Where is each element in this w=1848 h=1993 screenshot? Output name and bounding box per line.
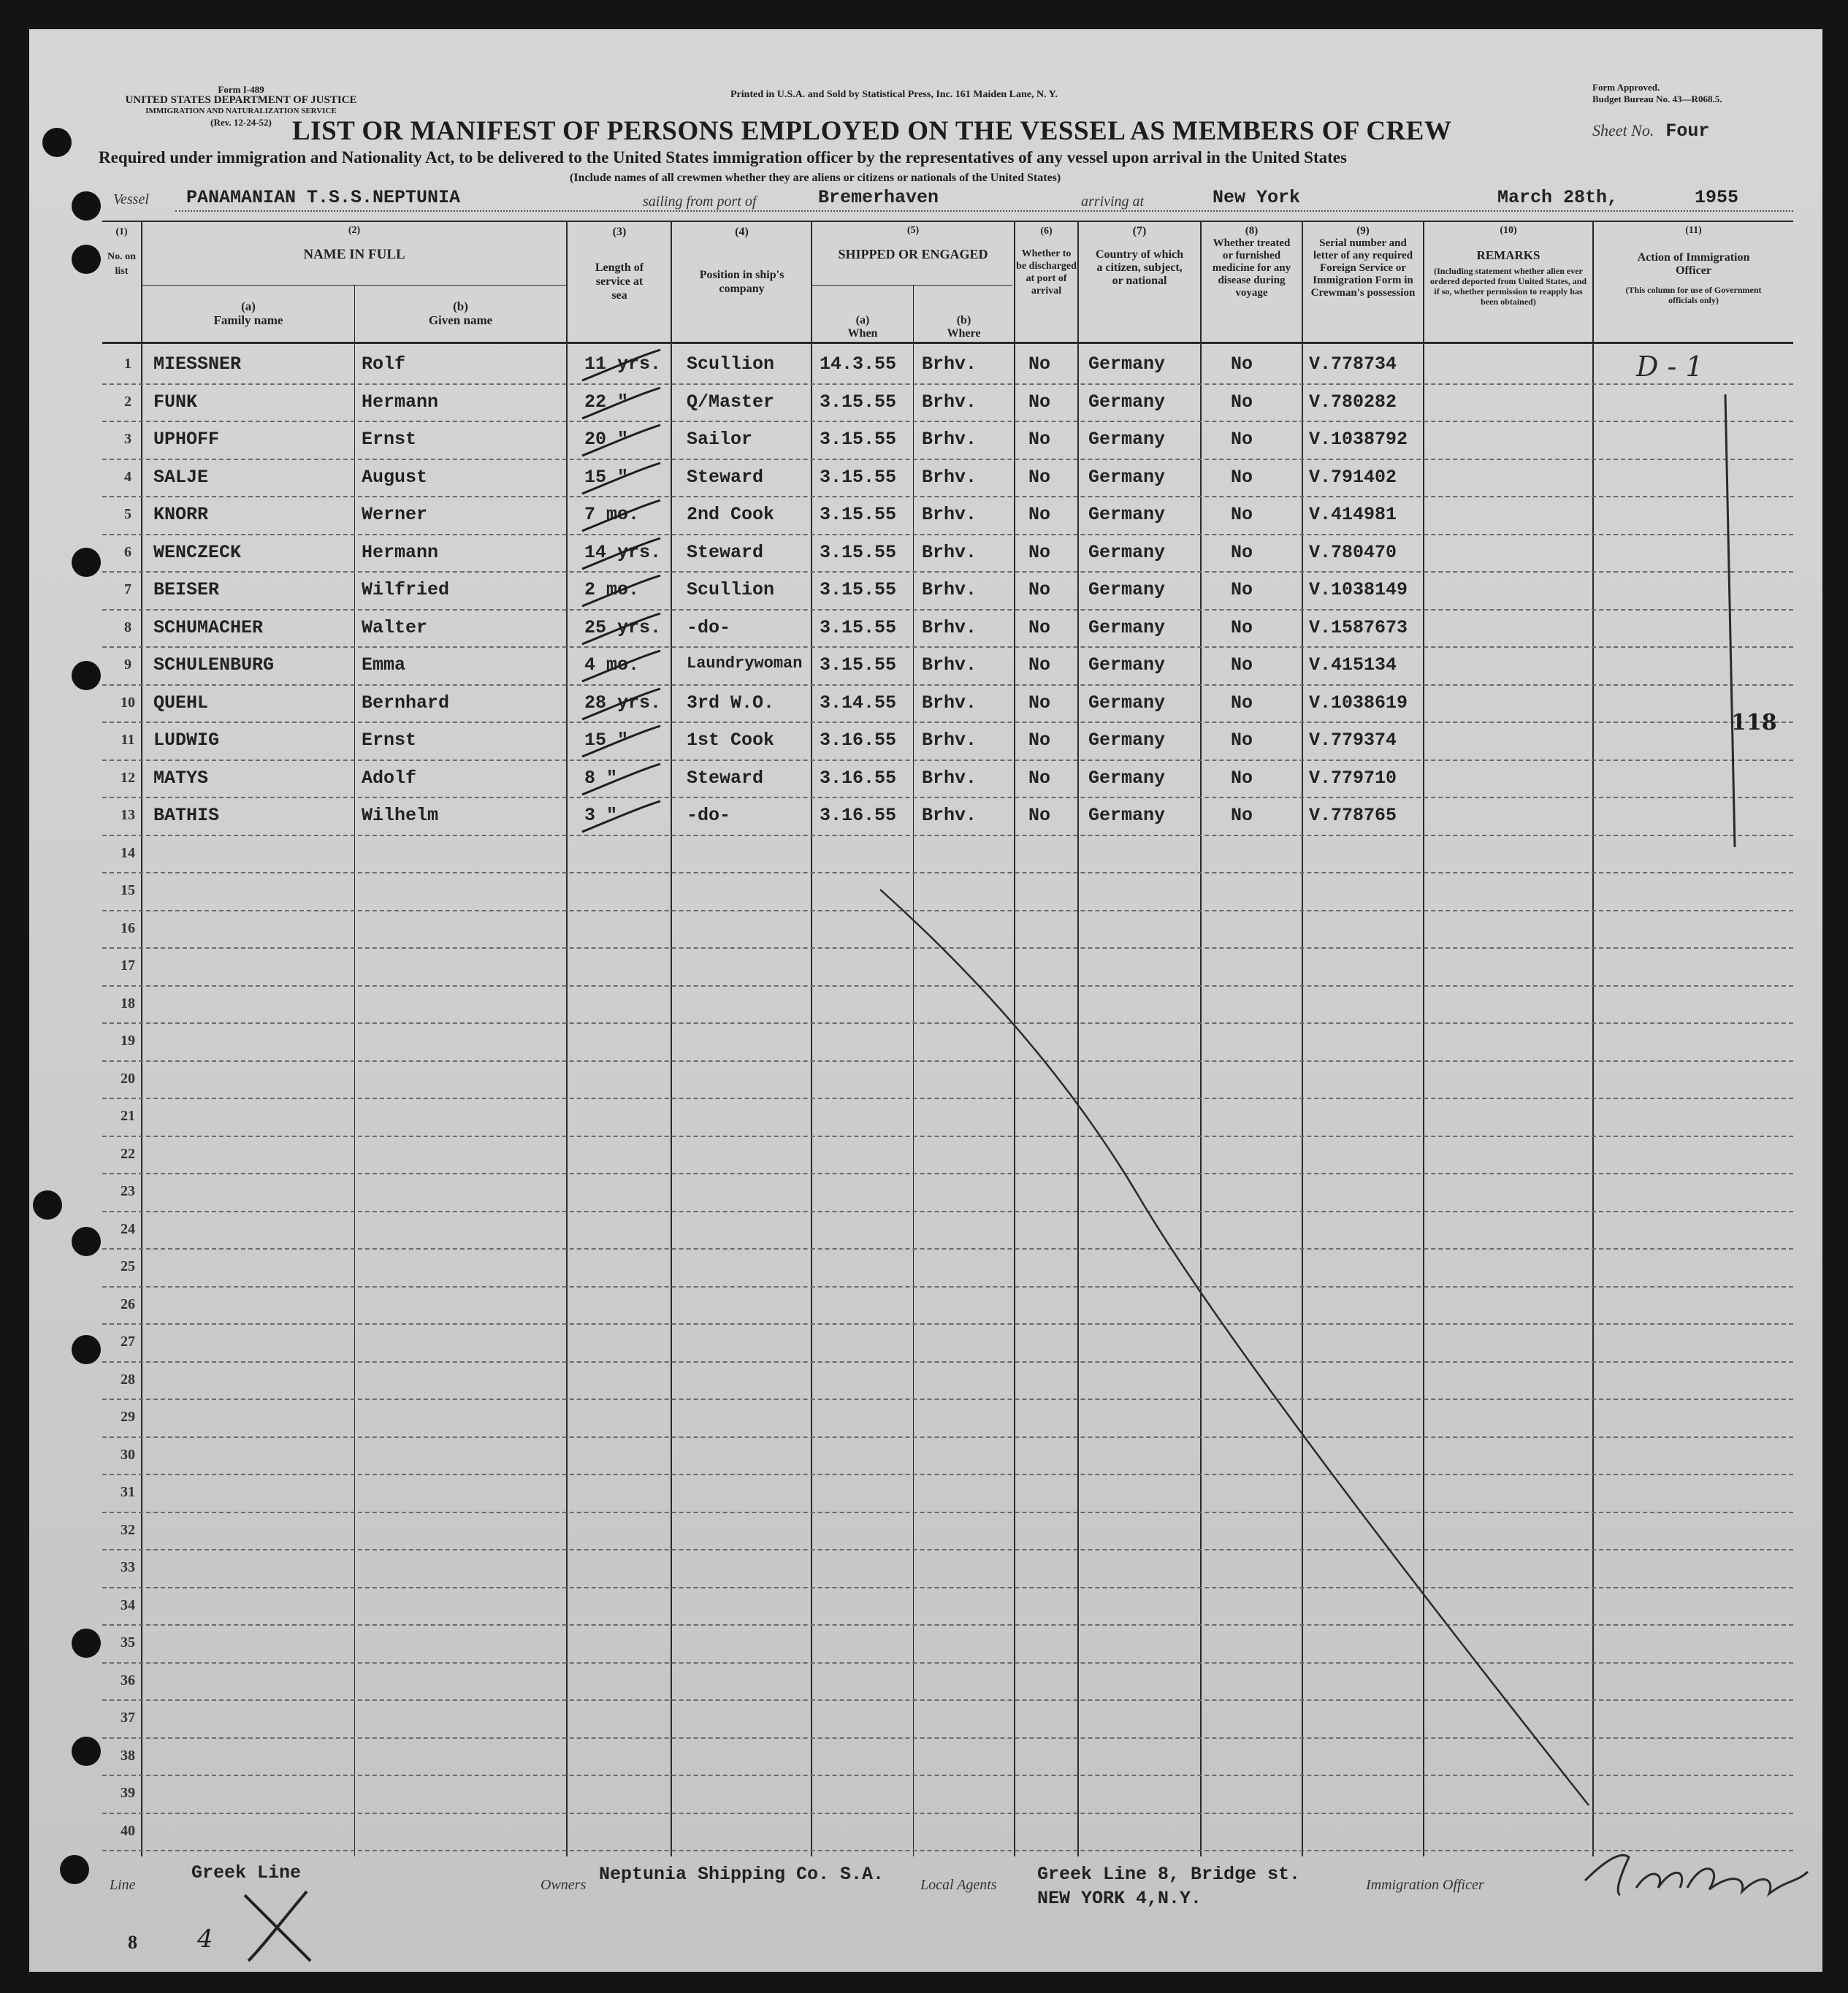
cell-position: Laundrywoman (687, 654, 803, 673)
col-discharge-label: Whether to be discharged at port of arrival (1016, 248, 1077, 297)
cell-given: Wilfried (362, 579, 450, 600)
cell-given: Adolf (362, 767, 417, 789)
row-number: 4 (124, 468, 131, 485)
row-number: 19 (121, 1033, 135, 1049)
cell-position: Steward (687, 541, 764, 563)
budget-bureau: Budget Bureau No. 43—R068.5. (1592, 93, 1722, 104)
cell-family: FUNK (153, 391, 198, 413)
cell-given: Hermann (362, 391, 439, 413)
row-number: 37 (121, 1710, 135, 1726)
cell-given: Ernst (362, 429, 417, 450)
row-number: 1 (124, 356, 131, 372)
arrival-date: March 28th, (1497, 187, 1619, 208)
cell-serial: V.779374 (1309, 730, 1397, 751)
footer-line-label: Line (110, 1877, 136, 1893)
cell-when: 3.15.55 (820, 616, 897, 638)
cell-service: 20 " (584, 429, 629, 450)
cell-family: BATHIS (153, 805, 220, 826)
row-number: 26 (121, 1296, 135, 1312)
col-remarks-label: REMARKS (1476, 248, 1540, 262)
cell-serial: V.1587673 (1309, 616, 1408, 638)
cell-family: MIESSNER (153, 353, 242, 375)
cell-position: -do- (687, 805, 731, 826)
revision: (Rev. 12-24-52) (210, 117, 272, 128)
cell-discharged: No (1028, 692, 1051, 714)
department: UNITED STATES DEPARTMENT OF JUSTICE (125, 94, 357, 106)
row-number: 23 (121, 1183, 135, 1199)
row-number: 11 (121, 732, 135, 748)
cell-given: Ernst (362, 730, 417, 751)
cell-when: 3.15.55 (820, 429, 897, 450)
form-approved: Form Approved. (1592, 82, 1660, 93)
cell-position: Q/Master (687, 391, 775, 413)
cell-service: 22 " (584, 391, 629, 413)
cell-treated: No (1231, 579, 1253, 600)
cell-when: 14.3.55 (820, 353, 897, 375)
col-treated-label: Whether treated or furnished medicine for any disease during voyage (1212, 237, 1291, 299)
row-number: 10 (121, 694, 135, 711)
col-remarks-note: (Including statement whether alien ever ordered deported from United States, and if so, whether permission to reapply has been obtained) (1429, 266, 1587, 307)
cell-position: Sailor (687, 429, 753, 450)
sailing-label: sailing from port of (643, 194, 757, 210)
cell-country: Germany (1088, 504, 1166, 525)
cell-family: SALJE (153, 466, 209, 488)
row-number: 3 (124, 431, 131, 447)
row-number: 28 (121, 1371, 135, 1388)
cell-where: Brhv. (922, 767, 977, 789)
row-number: 17 (121, 957, 135, 973)
cell-country: Germany (1088, 616, 1166, 638)
row-number: 38 (121, 1747, 135, 1764)
cell-given: Werner (362, 504, 428, 525)
cell-where: Brhv. (922, 579, 977, 600)
cell-family: WENCZECK (153, 541, 242, 563)
cell-treated: No (1231, 504, 1253, 525)
cell-serial: V.778734 (1309, 353, 1397, 375)
cell-discharged: No (1028, 391, 1051, 413)
row-number: 35 (121, 1634, 135, 1650)
cell-where: Brhv. (922, 466, 977, 488)
cell-given: August (362, 466, 428, 488)
cell-country: Germany (1088, 730, 1166, 751)
manifest-sheet (29, 29, 1822, 1972)
row-number: 36 (121, 1672, 135, 1688)
row-number: 15 (121, 882, 135, 898)
cell-service: 15 " (584, 466, 629, 488)
col-when-num: (a) (855, 314, 870, 326)
diagonal-strike (29, 29, 1822, 1972)
cell-discharged: No (1028, 616, 1051, 638)
form-note: (Include names of all crewmen whether they are aliens or citizens or nationals of the United States) (570, 172, 1061, 184)
col-shipped-num: (5) (906, 225, 920, 236)
cell-discharged: No (1028, 429, 1051, 450)
cell-country: Germany (1088, 391, 1166, 413)
annotation-d1: D - 1 (1636, 351, 1703, 383)
cell-country: Germany (1088, 579, 1166, 600)
cell-discharged: No (1028, 353, 1051, 375)
cell-treated: No (1231, 767, 1253, 789)
cell-serial: V.779710 (1309, 767, 1397, 789)
footer-x-mark (234, 1888, 321, 1968)
arriving-label: arriving at (1081, 194, 1145, 210)
col-country-num: (7) (1132, 225, 1147, 237)
row-number: 24 (121, 1220, 135, 1237)
cell-where: Brhv. (922, 353, 977, 375)
cell-country: Germany (1088, 654, 1166, 676)
annotation-count: 118 (1731, 710, 1777, 735)
col-no-label: No. on list (107, 251, 136, 277)
cell-when: 3.15.55 (820, 466, 897, 488)
cell-given: Emma (362, 654, 406, 676)
cell-service: 3 " (584, 805, 618, 826)
cell-where: Brhv. (922, 541, 977, 563)
form-subtitle: Required under immigration and Nationality Act, to be delivered to the United States immigration officer by the representatives of any vessel upon arrival in the United States (99, 148, 1347, 167)
col-position-label: Position in ship's company (699, 269, 784, 295)
col-given-num: (b) (453, 299, 468, 313)
cell-given: Walter (362, 616, 428, 638)
col-given-label: Given name (428, 313, 493, 327)
cell-serial: V.780470 (1309, 541, 1397, 563)
service: IMMIGRATION AND NATURALIZATION SERVICE (145, 107, 337, 115)
row-number: 13 (121, 807, 135, 823)
col-where-label: Where (947, 327, 981, 340)
footer-mark-2: 4 (197, 1924, 213, 1954)
cell-position: -do- (687, 616, 731, 638)
row-number: 25 (121, 1258, 135, 1274)
cell-treated: No (1231, 466, 1253, 488)
cell-serial: V.778765 (1309, 805, 1397, 826)
cell-serial: V.791402 (1309, 466, 1397, 488)
row-number: 9 (124, 657, 131, 673)
cell-where: Brhv. (922, 692, 977, 714)
col-action-label: Action of Immigration Officer (1637, 251, 1750, 277)
sailing-port: Bremerhaven (818, 187, 939, 208)
cell-where: Brhv. (922, 391, 977, 413)
footer-agents-value: Greek Line 8, Bridge st. (1037, 1864, 1301, 1885)
cell-discharged: No (1028, 730, 1051, 751)
cell-service: 2 mo. (584, 579, 640, 600)
row-number: 39 (121, 1785, 135, 1801)
cell-family: QUEHL (153, 692, 209, 714)
row-number: 6 (124, 543, 131, 560)
cell-when: 3.16.55 (820, 730, 897, 751)
col-family-label: Family name (213, 313, 283, 327)
cell-service: 15 " (584, 730, 629, 751)
row-number: 30 (121, 1446, 135, 1463)
cell-given: Wilhelm (362, 805, 439, 826)
col-action-note: (This column for use of Government officials only) (1625, 285, 1762, 305)
cell-when: 3.15.55 (820, 391, 897, 413)
col-country-label: Country of which a citizen, subject, or national (1096, 248, 1184, 287)
cell-when: 3.14.55 (820, 692, 897, 714)
cell-where: Brhv. (922, 504, 977, 525)
col-action-num: (11) (1685, 225, 1702, 236)
printer-note: Printed in U.S.A. and Sold by Statistical Press, Inc. 161 Maiden Lane, N. Y. (730, 89, 1058, 100)
cell-treated: No (1231, 730, 1253, 751)
cell-position: Steward (687, 767, 764, 789)
cell-discharged: No (1028, 805, 1051, 826)
cell-when: 3.16.55 (820, 767, 897, 789)
cell-family: SCHUMACHER (153, 616, 264, 638)
cell-family: UPHOFF (153, 429, 220, 450)
cell-service: 11 yrs. (584, 353, 662, 375)
cell-where: Brhv. (922, 654, 977, 676)
cell-country: Germany (1088, 541, 1166, 563)
row-number: 34 (121, 1596, 135, 1613)
form-title: LIST OR MANIFEST OF PERSONS EMPLOYED ON THE VESSEL AS MEMBERS OF CREW (292, 116, 1452, 146)
cell-treated: No (1231, 805, 1253, 826)
row-number: 18 (121, 995, 135, 1011)
footer-mark-1: 8 (128, 1932, 137, 1953)
row-number: 8 (124, 619, 131, 635)
col-serial-num: (9) (1356, 225, 1370, 237)
cell-serial: V.415134 (1309, 654, 1397, 676)
cell-treated: No (1231, 353, 1253, 375)
cell-treated: No (1231, 654, 1253, 676)
footer-agents-label: Local Agents (920, 1877, 997, 1893)
cell-family: SCHULENBURG (153, 654, 275, 676)
row-number: 31 (121, 1484, 135, 1500)
form-number: Form I-489 (218, 84, 264, 95)
cell-position: Steward (687, 466, 764, 488)
cell-country: Germany (1088, 767, 1166, 789)
col-position-num: (4) (735, 226, 749, 238)
cell-service: 4 mo. (584, 654, 640, 676)
col-no-num: (1) (115, 226, 128, 237)
row-number: 16 (121, 919, 135, 936)
col-name-label: NAME IN FULL (303, 247, 405, 262)
footer-owners-value: Neptunia Shipping Co. S.A. (599, 1864, 885, 1885)
cell-family: BEISER (153, 579, 220, 600)
row-number: 7 (124, 581, 131, 597)
cell-where: Brhv. (922, 429, 977, 450)
cell-serial: V.780282 (1309, 391, 1397, 413)
cell-service: 8 " (584, 767, 618, 789)
cell-given: Bernhard (362, 692, 450, 714)
cell-position: 2nd Cook (687, 504, 775, 525)
cell-treated: No (1231, 429, 1253, 450)
row-number: 5 (124, 506, 131, 522)
cell-family: KNORR (153, 504, 209, 525)
cell-where: Brhv. (922, 616, 977, 638)
row-number: 2 (124, 393, 131, 410)
cell-treated: No (1231, 541, 1253, 563)
cell-when: 3.15.55 (820, 504, 897, 525)
cell-country: Germany (1088, 353, 1166, 375)
row-number: 33 (121, 1559, 135, 1575)
cell-country: Germany (1088, 466, 1166, 488)
cell-position: Scullion (687, 353, 775, 375)
row-number: 29 (121, 1409, 135, 1425)
cell-country: Germany (1088, 805, 1166, 826)
cell-service: 28 yrs. (584, 692, 662, 714)
footer-line-value: Greek Line (191, 1862, 302, 1883)
row-number: 12 (121, 769, 135, 786)
col-treated-num: (8) (1245, 225, 1259, 237)
cell-discharged: No (1028, 466, 1051, 488)
col-service-num: (3) (612, 226, 627, 238)
col-remarks-num: (10) (1500, 225, 1517, 236)
cell-discharged: No (1028, 579, 1051, 600)
cell-discharged: No (1028, 504, 1051, 525)
cell-discharged: No (1028, 767, 1051, 789)
cell-country: Germany (1088, 429, 1166, 450)
cell-service: 14 yrs. (584, 541, 662, 563)
cell-discharged: No (1028, 654, 1051, 676)
col-family-num: (a) (241, 299, 256, 313)
footer-owners-label: Owners (541, 1877, 587, 1893)
row-number: 14 (121, 844, 135, 861)
cell-serial: V.1038619 (1309, 692, 1408, 714)
row-number: 40 (121, 1822, 135, 1839)
cell-when: 3.16.55 (820, 805, 897, 826)
col-when-label: When (847, 327, 878, 340)
cell-given: Hermann (362, 541, 439, 563)
col-serial-label: Serial number and letter of any required Foreign Service or Immigration Form in Crewman's possession (1310, 237, 1416, 299)
sheet-label: Sheet No. (1592, 121, 1654, 139)
row-number: 32 (121, 1521, 135, 1538)
cell-serial: V.1038792 (1309, 429, 1408, 450)
cell-where: Brhv. (922, 730, 977, 751)
cell-treated: No (1231, 692, 1253, 714)
cell-position: 1st Cook (687, 730, 775, 751)
row-number: 22 (121, 1145, 135, 1162)
col-name-num: (2) (348, 225, 361, 236)
cell-when: 3.15.55 (820, 579, 897, 600)
cell-family: MATYS (153, 767, 209, 789)
col-service-label: Length of service at sea (595, 261, 644, 302)
row-number: 21 (121, 1108, 135, 1124)
col-shipped-label: SHIPPED OR ENGAGED (838, 247, 988, 261)
cell-given: Rolf (362, 353, 406, 375)
cell-position: Scullion (687, 579, 775, 600)
footer-officer-label: Immigration Officer (1366, 1877, 1484, 1893)
arrival-year: 1955 (1695, 187, 1739, 208)
vessel-name: PANAMANIAN T.S.S.NEPTUNIA (186, 187, 461, 208)
cell-position: 3rd W.O. (687, 692, 775, 714)
vessel-label: Vessel (113, 191, 149, 207)
arrival-port: New York (1213, 187, 1301, 208)
cell-discharged: No (1028, 541, 1051, 563)
cell-family: LUDWIG (153, 730, 220, 751)
cell-treated: No (1231, 391, 1253, 413)
officer-signature (1578, 1837, 1819, 1906)
row-number: 27 (121, 1334, 135, 1350)
col-discharge-num: (6) (1040, 226, 1053, 237)
row-number: 20 (121, 1070, 135, 1087)
col-where-num: (b) (956, 314, 971, 326)
cell-service: 25 yrs. (584, 616, 662, 638)
cell-when: 3.15.55 (820, 654, 897, 676)
sheet-value: Four (1665, 121, 1710, 142)
cell-serial: V.414981 (1309, 504, 1397, 525)
cell-when: 3.15.55 (820, 541, 897, 563)
footer-agents-city: NEW YORK 4,N.Y. (1037, 1888, 1202, 1909)
cell-country: Germany (1088, 692, 1166, 714)
cell-where: Brhv. (922, 805, 977, 826)
cell-serial: V.1038149 (1309, 579, 1408, 600)
cell-treated: No (1231, 616, 1253, 638)
cell-service: 7 mo. (584, 504, 640, 525)
